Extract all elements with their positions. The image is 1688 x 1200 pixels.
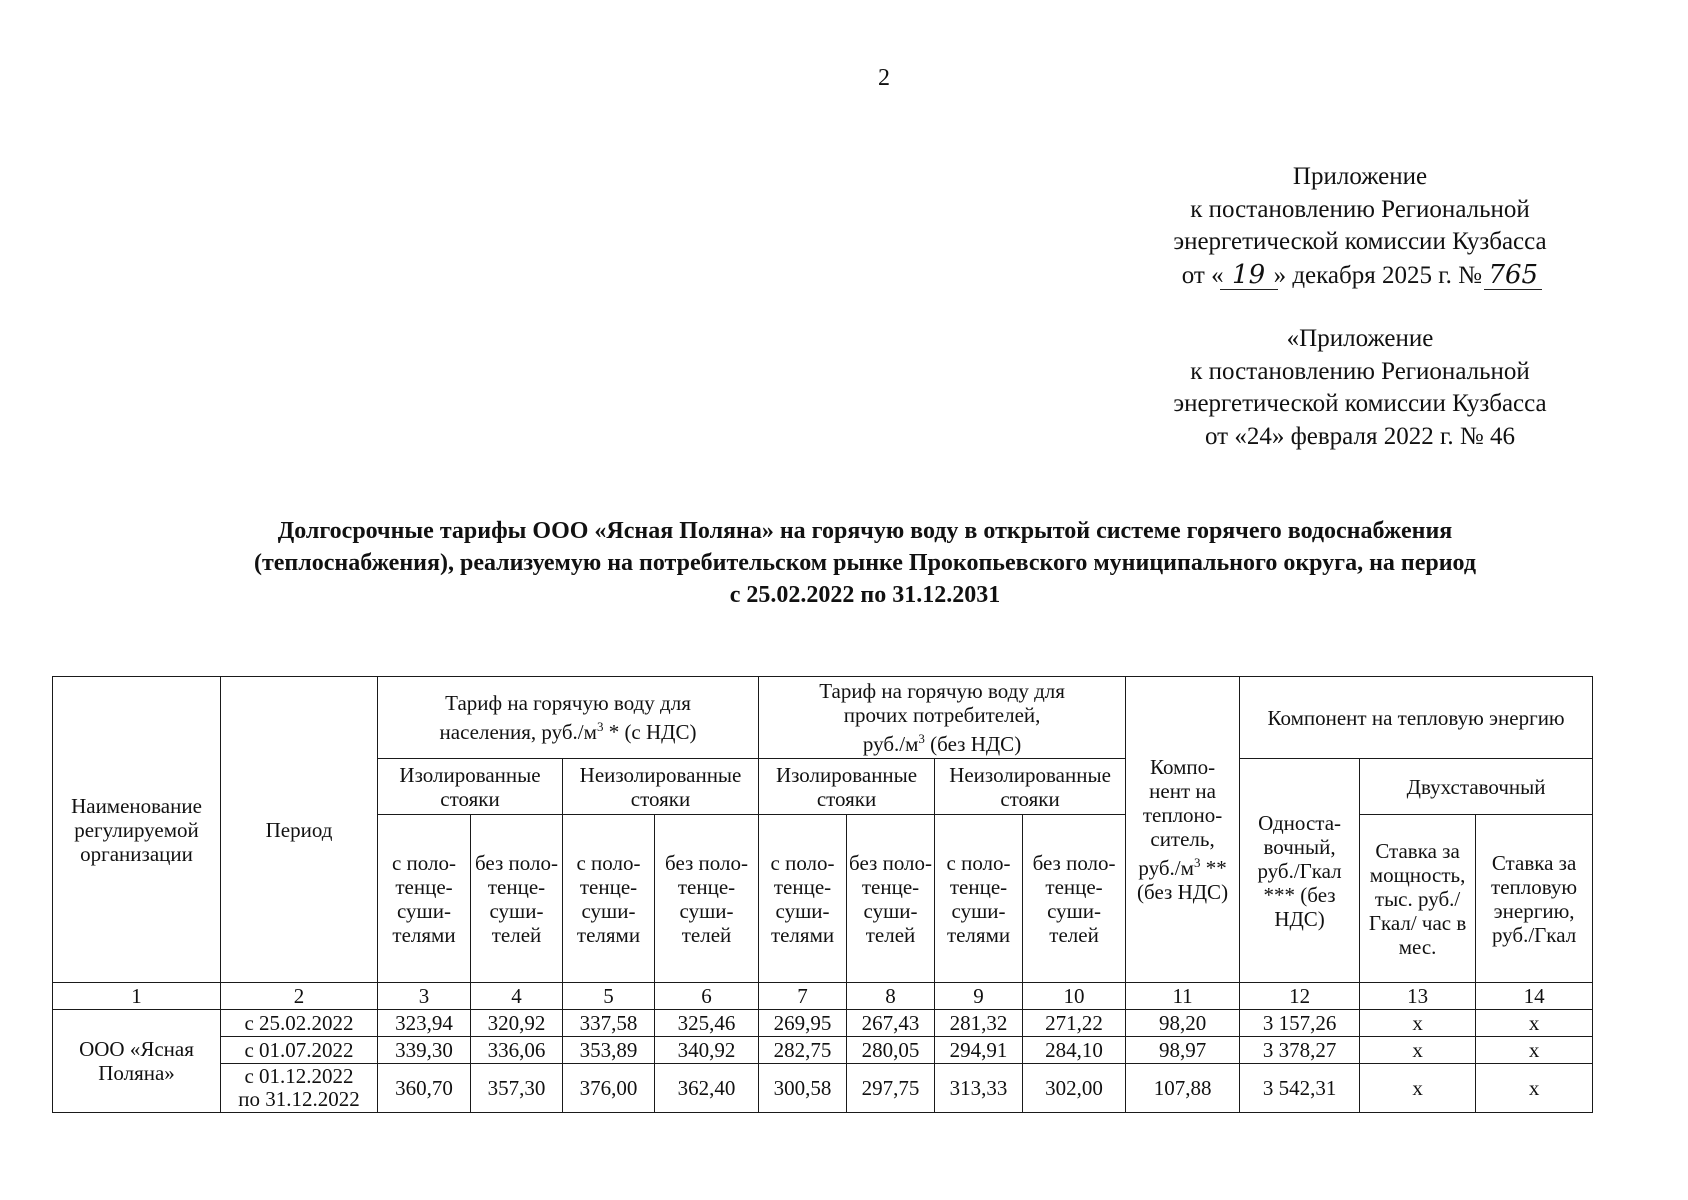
header-energy-rate: Ставка за тепловую энергию, руб./Гкал: [1476, 815, 1593, 983]
title-line: с 25.02.2022 по 31.12.2031: [729, 582, 1001, 608]
column-number-row: [53, 983, 1593, 1010]
table-cell: 320,92: [471, 1010, 563, 1037]
table-cell: 98,97: [1126, 1037, 1240, 1064]
header-population-tariff: Тариф на горячую воду для населения, $руб./м^3 * (с$ НДС): [378, 677, 759, 759]
approval-line: энергетической комиссии Кузбасса: [1173, 390, 1547, 417]
column-number: 9: [935, 983, 1023, 1010]
table-cell: 360,70: [378, 1064, 471, 1113]
header-with-towel-dryers: с поло-тенце-суши-телями: [935, 815, 1023, 983]
date-middle: » декабря 2025 г. №: [1273, 261, 1483, 289]
table-cell: 339,30: [378, 1037, 471, 1064]
table-row: [53, 1064, 1593, 1113]
organization-name: ООО «Ясная Поляна»: [53, 1010, 221, 1113]
column-number: 3: [378, 983, 471, 1010]
table-cell: 337,58: [563, 1010, 655, 1037]
table-cell: 353,89: [563, 1037, 655, 1064]
header-row: [53, 677, 1593, 759]
approval-stamp-original: [1130, 323, 1590, 453]
header-uninsulated: Неизолированные стояки: [935, 759, 1126, 815]
table-cell: 3 157,26: [1240, 1010, 1360, 1037]
header-with-towel-dryers: с поло-тенце-суши-телями: [563, 815, 655, 983]
handwritten-day: 19: [1224, 259, 1274, 292]
table-cell: х: [1476, 1010, 1593, 1037]
header-with-towel-dryers: с поло-тенце-суши-телями: [759, 815, 847, 983]
table-cell: 336,06: [471, 1037, 563, 1064]
approval-date-line: [1130, 259, 1590, 293]
approval-line: энергетической комиссии Кузбасса: [1173, 228, 1547, 255]
table-row: [53, 1037, 1593, 1064]
column-number: 5: [563, 983, 655, 1010]
table-cell: 267,43: [847, 1010, 935, 1037]
cell-period: с 01.07.2022: [221, 1037, 378, 1064]
approval-line: «Приложение: [1286, 325, 1434, 352]
header-without-towel-dryers: без поло-тенце-суши-телей: [1023, 815, 1126, 983]
header-without-towel-dryers: без поло-тенце-суши-телей: [847, 815, 935, 983]
column-number: 13: [1360, 983, 1476, 1010]
table-cell: 280,05: [847, 1037, 935, 1064]
cell-period: с 25.02.2022: [221, 1010, 378, 1037]
column-number: 1: [53, 983, 221, 1010]
table-cell: 98,20: [1126, 1010, 1240, 1037]
approval-stamp-current: [1130, 161, 1590, 292]
approval-line: Приложение: [1292, 163, 1428, 190]
header-uninsulated: Неизолированные стояки: [563, 759, 759, 815]
table-cell: х: [1360, 1064, 1476, 1113]
table-cell: х: [1360, 1037, 1476, 1064]
approval-line: от «24» февраля 2022 г. № 46: [1204, 422, 1516, 450]
header-org: Наименование регулируемой организации: [53, 677, 221, 983]
table-cell: 294,91: [935, 1037, 1023, 1064]
table-cell: 282,75: [759, 1037, 847, 1064]
column-number: 4: [471, 983, 563, 1010]
table-cell: 323,94: [378, 1010, 471, 1037]
column-number: 12: [1240, 983, 1360, 1010]
header-other-tariff: Тариф на горячую воду для прочих потребителей, $руб./м^3$ (без НДС): [759, 677, 1126, 759]
column-number: 10: [1023, 983, 1126, 1010]
header-thermal-component: Компонент на тепловую энергию: [1240, 677, 1593, 759]
title-line: Долгосрочные тарифы ООО «Ясная Поляна» на горячую воду в открытой системе горячего водоснабжения: [277, 518, 1453, 544]
header-two-rate: Двухставочный: [1360, 759, 1593, 815]
table-cell: 281,32: [935, 1010, 1023, 1037]
header-coolant-component: Компо- нент на теплоно- ситель, $руб./м^3$ ** (без НДС): [1126, 677, 1240, 983]
column-number: 7: [759, 983, 847, 1010]
header-period: Период: [221, 677, 378, 983]
table-cell: 376,00: [563, 1064, 655, 1113]
table-cell: 107,88: [1126, 1064, 1240, 1113]
column-number: 6: [655, 983, 759, 1010]
table-cell: 302,00: [1023, 1064, 1126, 1113]
table-cell: 313,33: [935, 1064, 1023, 1113]
table-cell: х: [1476, 1064, 1593, 1113]
table-cell: 297,75: [847, 1064, 935, 1113]
column-number: 8: [847, 983, 935, 1010]
page-number: 2: [878, 65, 890, 91]
table-cell: 284,10: [1023, 1037, 1126, 1064]
header-insulated: Изолированные стояки: [759, 759, 935, 815]
column-number: 2: [221, 983, 378, 1010]
approval-line: к постановлению Региональной: [1190, 195, 1530, 223]
date-prefix: от «: [1181, 261, 1224, 289]
table-cell: х: [1360, 1010, 1476, 1037]
cell-period: с 01.12.2022 по 31.12.2022: [221, 1064, 378, 1113]
table-cell: 300,58: [759, 1064, 847, 1113]
handwritten-number: 765: [1488, 259, 1539, 290]
table-cell: 325,46: [655, 1010, 759, 1037]
table-cell: 269,95: [759, 1010, 847, 1037]
document-title: [140, 515, 1590, 611]
table-cell: 271,22: [1023, 1010, 1126, 1037]
table-row: [53, 1010, 1593, 1037]
header-without-towel-dryers: без поло-тенце-суши-телей: [471, 815, 563, 983]
table-cell: 340,92: [655, 1037, 759, 1064]
header-single-rate: Односта-вочный, руб./Гкал *** (без НДС): [1240, 759, 1360, 983]
table-cell: 3 542,31: [1240, 1064, 1360, 1113]
column-number: 14: [1476, 983, 1593, 1010]
table-cell: 357,30: [471, 1064, 563, 1113]
approval-line: к постановлению Региональной: [1190, 357, 1530, 385]
header-capacity-rate: Ставка за мощность, тыс. руб./ Гкал/ час в мес.: [1360, 815, 1476, 983]
header-without-towel-dryers: без поло-тенце-суши-телей: [655, 815, 759, 983]
header-insulated: Изолированные стояки: [378, 759, 563, 815]
header-with-towel-dryers: с поло-тенце-суши-телями: [378, 815, 471, 983]
tariff-table: [52, 676, 1593, 1113]
table-cell: 362,40: [655, 1064, 759, 1113]
table-cell: 3 378,27: [1240, 1037, 1360, 1064]
table-cell: х: [1476, 1037, 1593, 1064]
title-line: (теплоснабжения), реализуемую на потребительском рынке Прокопьевского муниципального округа, на период: [253, 550, 1477, 576]
column-number: 11: [1126, 983, 1240, 1010]
